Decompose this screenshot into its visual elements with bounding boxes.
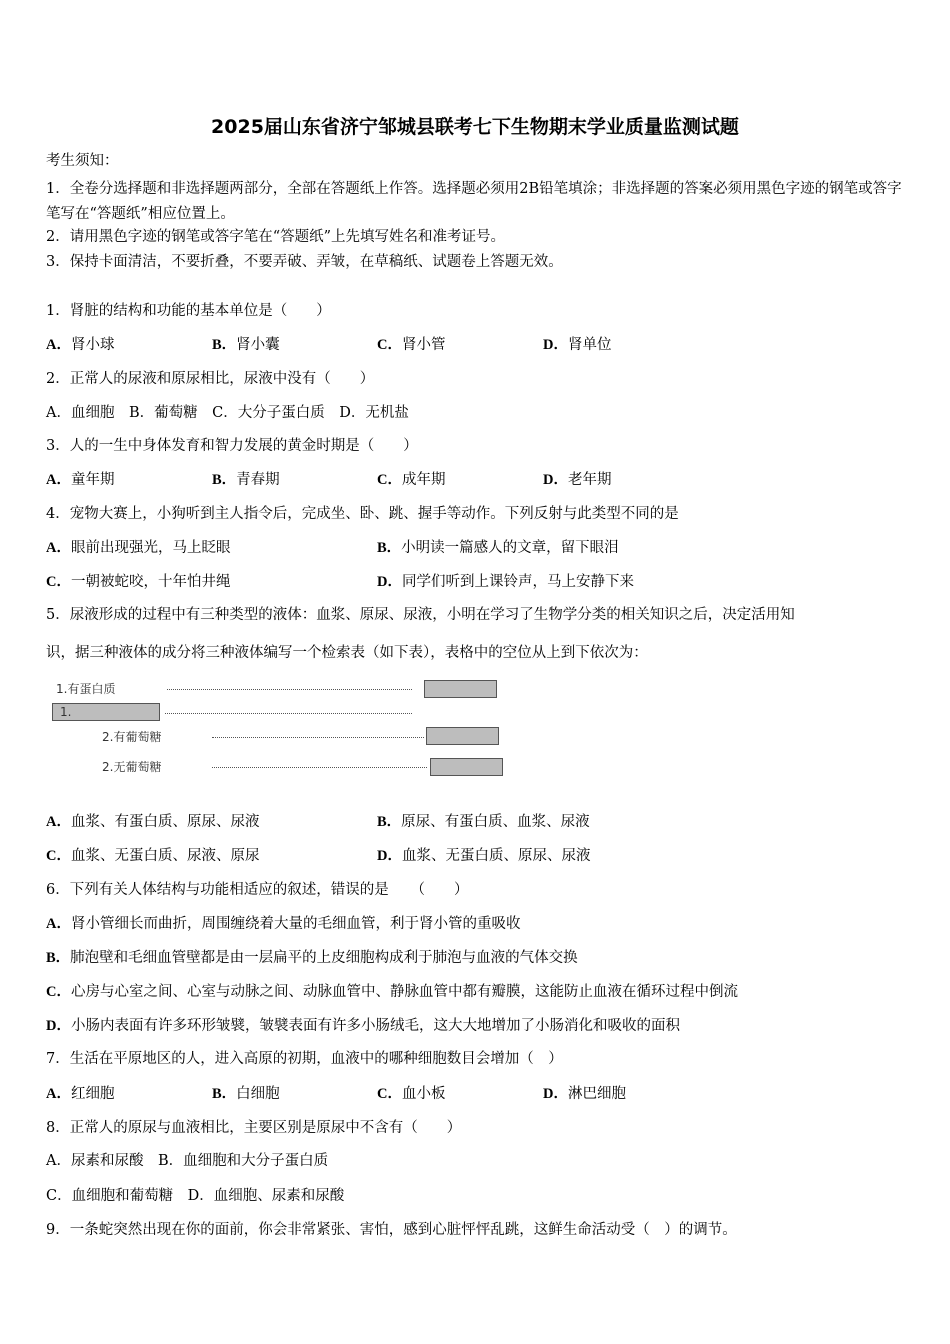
key-row-4-dots xyxy=(212,767,427,768)
q7-option-a: A．红细胞 xyxy=(46,1086,115,1102)
dichotomous-key-table xyxy=(52,676,512,786)
key-row-1-label: 1.有蛋白质 xyxy=(56,682,116,696)
q3-option-b: B．青春期 xyxy=(212,472,280,488)
key-row-3-dots xyxy=(212,737,424,738)
question-7-stem: 7．生活在平原地区的人，进入高原的初期，血液中的哪种细胞数目会增加（ ） xyxy=(46,1051,563,1067)
key-row-2-label: 1. xyxy=(60,705,72,719)
question-1-stem: 1．肾脏的结构和功能的基本单位是（ ） xyxy=(46,303,331,319)
notice-heading: 考生须知： xyxy=(46,153,119,169)
key-row-2-dots xyxy=(165,713,412,714)
question-8-stem: 8．正常人的原尿与血液相比，主要区别是原尿中不含有（ ） xyxy=(46,1120,462,1136)
q1-option-b: B．肾小囊 xyxy=(212,337,280,353)
q6-option-a: A．肾小管细长而曲折，周围缠绕着大量的毛细血管，利于肾小管的重吸收 xyxy=(46,916,521,932)
question-5-stem-line-1: 5．尿液形成的过程中有三种类型的液体：血浆、原尿、尿液，小明在学习了生物学分类的相关知识之后，决定活用知 xyxy=(46,607,795,623)
key-blank-1 xyxy=(424,680,497,698)
question-3-stem: 3．人的一生中身体发育和智力发展的黄金时期是（ ） xyxy=(46,438,418,454)
q8-options-row-2: C．血细胞和葡萄糖 D．血细胞、尿素和尿酸 xyxy=(46,1188,345,1204)
q1-option-c: C．肾小管 xyxy=(377,337,446,353)
q4-option-a: A．眼前出现强光，马上眨眼 xyxy=(46,540,231,556)
q5-option-d: D．血浆、无蛋白质、原尿、尿液 xyxy=(377,848,591,864)
question-4-stem: 4．宠物大赛上，小狗听到主人指令后，完成坐、卧、跳、握手等动作。下列反射与此类型不同的是 xyxy=(46,506,679,522)
key-row-1-dots xyxy=(167,689,412,690)
q6-option-d: D．小肠内表面有许多环形皱襞，皱襞表面有许多小肠绒毛，这大大地增加了小肠消化和吸收的面积 xyxy=(46,1018,680,1034)
q5-option-b: B．原尿、有蛋白质、血浆、尿液 xyxy=(377,814,590,830)
q7-option-c: C．血小板 xyxy=(377,1086,446,1102)
q3-option-d: D．老年期 xyxy=(543,472,612,488)
key-row-3-label: 2.有葡萄糖 xyxy=(102,730,162,744)
notice-item-1: 1．全卷分选择题和非选择题两部分，全部在答题纸上作答。选择题必须用2B铅笔填涂；非选择题的答案必须用黑色字迹的钢笔或答字笔写在“答题纸”相应位置上。 xyxy=(46,181,902,222)
question-5-stem-line-2: 识，据三种液体的成分将三种液体编写一个检索表（如下表），表格中的空位从上到下依次为： xyxy=(46,645,648,661)
q2-options: A．血细胞 B．葡萄糖 C．大分子蛋白质 D．无机盐 xyxy=(46,405,409,421)
notice-item-2: 2．请用黑色字迹的钢笔或答字笔在“答题纸”上先填写姓名和准考证号。 xyxy=(46,229,506,245)
q3-option-a: A．童年期 xyxy=(46,472,115,488)
q8-options-row-1: A．尿素和尿酸 B．血细胞和大分子蛋白质 xyxy=(46,1153,329,1169)
q3-option-c: C．成年期 xyxy=(377,472,446,488)
question-9-stem: 9．一条蛇突然出现在你的面前，你会非常紧张、害怕，感到心脏怦怦乱跳，这鲜生命活动受（ ）的调节。 xyxy=(46,1222,737,1238)
question-2-stem: 2．正常人的尿液和原尿相比，尿液中没有（ ） xyxy=(46,371,375,387)
notice-item-3: 3．保持卡面清洁，不要折叠，不要弄破、弄皱，在草稿纸、试题卷上答题无效。 xyxy=(46,254,563,270)
q6-option-b: B．肺泡壁和毛细血管壁都是由一层扁平的上皮细胞构成利于肺泡与血液的气体交换 xyxy=(46,950,578,966)
q6-option-c: C．心房与心室之间、心室与动脉之间、动脉血管中、静脉血管中都有瓣膜，这能防止血液在循环过程中倒流 xyxy=(46,984,738,1000)
q5-option-c: C．血浆、无蛋白质、尿液、原尿 xyxy=(46,848,260,864)
q1-option-a: A．肾小球 xyxy=(46,337,115,353)
key-blank-3 xyxy=(426,727,499,745)
q4-option-c: C．一朝被蛇咬，十年怕井绳 xyxy=(46,574,231,590)
q7-option-d: D．淋巴细胞 xyxy=(543,1086,626,1102)
q4-option-d: D．同学们听到上课铃声，马上安静下来 xyxy=(377,574,634,590)
q4-option-b: B．小明读一篇感人的文章，留下眼泪 xyxy=(377,540,619,556)
q7-option-b: B．白细胞 xyxy=(212,1086,280,1102)
question-6-stem: 6．下列有关人体结构与功能相适应的叙述，错误的是 （ ） xyxy=(46,882,469,898)
key-blank-4 xyxy=(430,758,503,776)
q1-option-d: D．肾单位 xyxy=(543,337,612,353)
q5-option-a: A．血浆、有蛋白质、原尿、尿液 xyxy=(46,814,260,830)
exam-title: 2025届山东省济宁邹城县联考七下生物期末学业质量监测试题 xyxy=(211,116,739,138)
key-row-4-label: 2.无葡萄糖 xyxy=(102,760,162,774)
